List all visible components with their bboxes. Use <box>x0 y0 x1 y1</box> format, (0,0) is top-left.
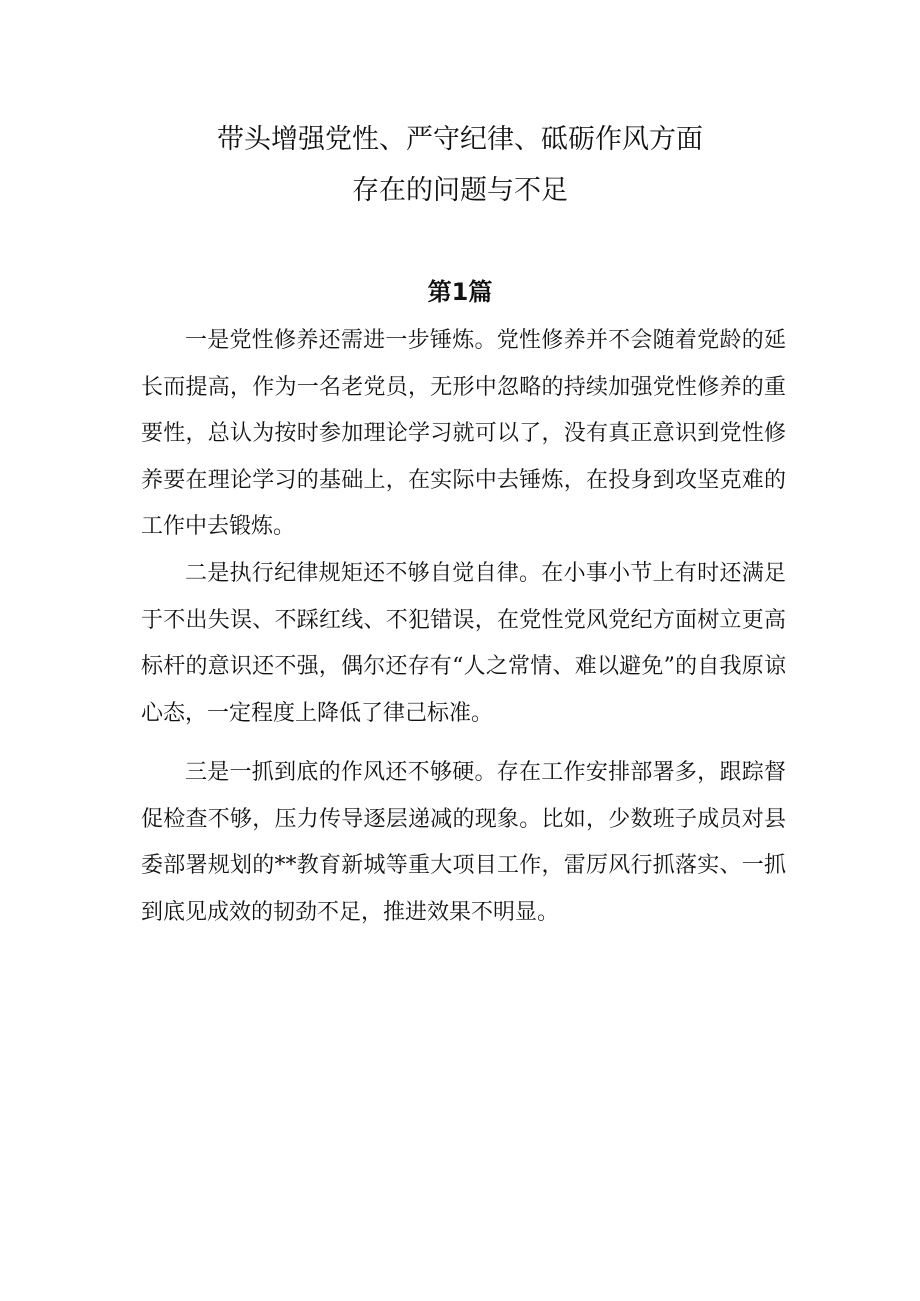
document-title-line-2: 存在的问题与不足 <box>352 175 568 206</box>
paragraph-work-style: 三是一抓到底的作风还不够硬。存在工作安排部署多，跟踪督促检查不够，压力传导逐层递减的现象。比如，少数班子成员对县委部署规划的**教育新城等重大项目工作，雷厉风行抓落实、一抓到底见成效的韧劲不足，推进效果不明显。 <box>141 760 786 925</box>
paragraph-discipline: 二是执行纪律规矩还不够自觉自律。在小事小节上有时还满足于不出失误、不踩红线、不犯错误，在党性党风党纪方面树立更高标杆的意识还不强，偶尔还存有“人之常情、难以避免”的自我原谅心态，一定程度上降低了律己标准。 <box>141 561 786 726</box>
document-title-line-1: 带头增强党性、严守纪律、砥砺作风方面 <box>217 124 703 155</box>
paragraph-party-spirit: 一是党性修养还需进一步锤炼。党性修养并不会随着党龄的延长而提高，作为一名老党员，无形中忽略的持续加强党性修养的重要性，总认为按时参加理论学习就可以了，没有真正意识到党性修养要在理论学习的基础上，在实际中去锤炼，在投身到攻坚克难的工作中去锻炼。 <box>141 328 786 539</box>
chapter-heading: 第1篇 <box>427 278 493 306</box>
